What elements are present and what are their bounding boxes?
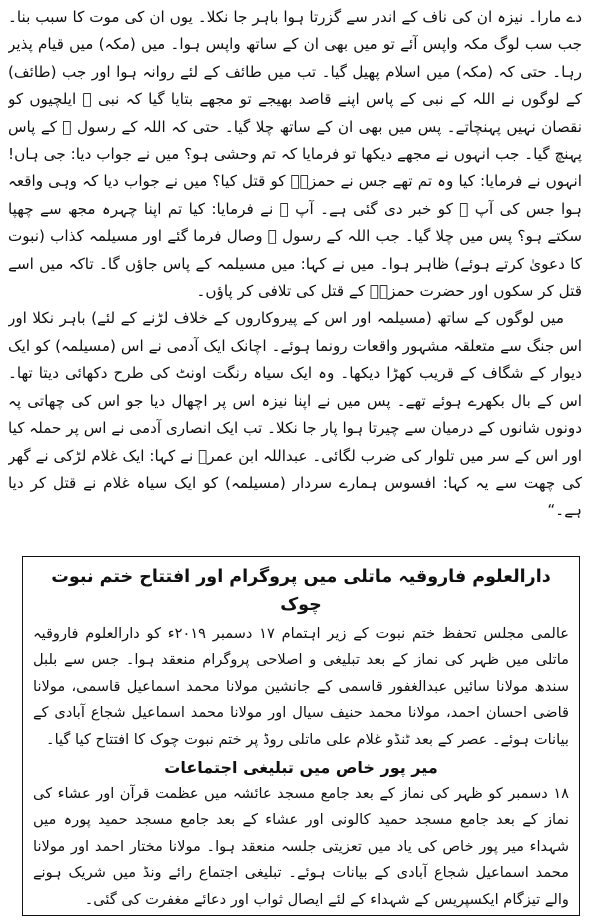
news-box-paragraph-2: ۱۸ دسمبر کو ظہر کی نماز کے بعد جامع مسجد عائشہ میں عظمت قرآن اور عشاء کی نماز کے بعد جامع مسجد حمید کالونی اور عشاء کے بعد جامع مسجد حمید پورہ میں شہداء میر پور خاص کی یاد میں تعزیتی جلسہ منعقد ہوا۔ مولانا مختار احمد اور مولانا محمد اسماعیل شجاع آبادی کے بیانات ہوئے۔ تبلیغی اجتماع رائے ونڈ میں شریک ہونے والے تیزگام ایکسپریس کے شہداء کے لئے ایصال ثواب اور دعائے مغفرت کی گئی۔ bbox=[33, 785, 569, 908]
news-box bbox=[22, 556, 580, 916]
news-box-paragraph-1: عالمی مجلس تحفظ ختم نبوت کے زیر اہتمام ۱۷ دسمبر ۲۰۱۹ء کو دارالعلوم فاروقیہ ماتلی میں ظہر کی نماز کے بعد تبلیغی و اصلاحی پروگرام منعقد ہوا۔ جس سے بلبل سندھ مولانا سائیں عبدالغفور قاسمی کے جانشین مولانا محمد اسماعیل قاسمی، مولانا قاضی احسان احمد، مولانا محمد حنیف سیال اور مولانا محمد اسماعیل شجاع آبادی کے بیانات ہوئے۔ عصر کے بعد ٹنڈو غلام علی ماتلی روڈ پر ختم نبوت چوک کا افتتاح کیا گیا۔ bbox=[33, 625, 569, 748]
news-box-subtitle: میر پور خاص میں تبلیغی اجتماعات bbox=[164, 758, 438, 778]
article-paragraph-2: میں لوگوں کے ساتھ (مسیلمہ اور اس کے پیروکاروں کے خلاف لڑنے کے لئے) باہر نکلا اور اس جنگ سے متعلقہ مشہور واقعات رونما ہوئے۔ اچانک ایک آدمی نے اس (مسیلمہ) کو ایک دیوار کے شگاف کے قریب کھڑا دیکھا۔ وہ ایک سیاہ رنگت اونٹ کی طرح دکھائی دیتا تھا۔ اس کے بال بکھرے ہوئے تھے۔ پس میں نے اپنا نیزہ اس پر اچھال دیا جو اس کی چھاتی پہ دونوں شانوں کے درمیان سے چیرتا ہوا پار جا نکلا۔ تب ایک انصاری آدمی نے اس پر حملہ کیا اور اس کے سر میں تلوار کی ضرب لگائی۔ عبداللہ ابن عمرؓ نے کہا: ایک غلام لڑکی نے گھر کی چھت سے یہ کہا: افسوس ہمارے سردار (مسیلمہ) کو ایک سیاہ غلام نے قتل کر دیا ہے۔“ bbox=[8, 309, 582, 520]
news-box-title: دارالعلوم فاروقیہ ماتلی میں پروگرام اور افتتاح ختم نبوت چوک bbox=[51, 567, 551, 615]
article-paragraph-1: دے مارا۔ نیزہ ان کی ناف کے اندر سے گزرتا ہوا باہر جا نکلا۔ یوں ان کی موت کا سبب بنا۔ جب سب لوگ مکہ واپس آئے تو میں بھی ان کے ساتھ واپس ہوا۔ میں (مکہ) میں قیام پذیر رہا۔ حتی کہ (مکہ) میں اسلام پھیل گیا۔ تب میں طائف کے لئے روانہ ہوا اور جب (طائف) کے لوگوں نے اللہ کے نبی کے پاس اپنے قاصد بھیجے تو مجھے بتایا گیا کہ نبی ﷺ ایلچیوں کو نقصان نہیں پہنچاتے۔ پس میں بھی ان کے ساتھ چلا گیا۔ حتی کہ اللہ کے رسول ﷺ کے پاس پہنچ گیا۔ جب انہوں نے مجھے دیکھا تو فرمایا کہ تم وحشی ہو؟ میں نے جواب دیا: جی ہاں! انہوں نے فرمایا: کیا وہ تم تھے جس نے حمزہؓ کو قتل کیا؟ میں نے جواب دیا کہ وہی واقعہ ہوا جس کی آپ ﷺ کو خبر دی گئی ہے۔ آپ ﷺ نے فرمایا: کیا تم اپنا چہرہ مجھ سے چھپا سکتے ہو؟ پس میں چلا گیا۔ جب اللہ کے رسول ﷺ وصال فرما گئے اور مسیلمہ کذاب (نبوت کا دعویٰ کرتے ہوئے) ظاہر ہوا۔ میں نے کہا: میں مسیلمہ کے پاس جاؤں گا۔ تاکہ میں اسے قتل کر سکوں اور حضرت حمزہؓ کے قتل کی تلافی کر پاؤں۔ bbox=[8, 8, 582, 301]
article-body bbox=[8, 4, 582, 552]
